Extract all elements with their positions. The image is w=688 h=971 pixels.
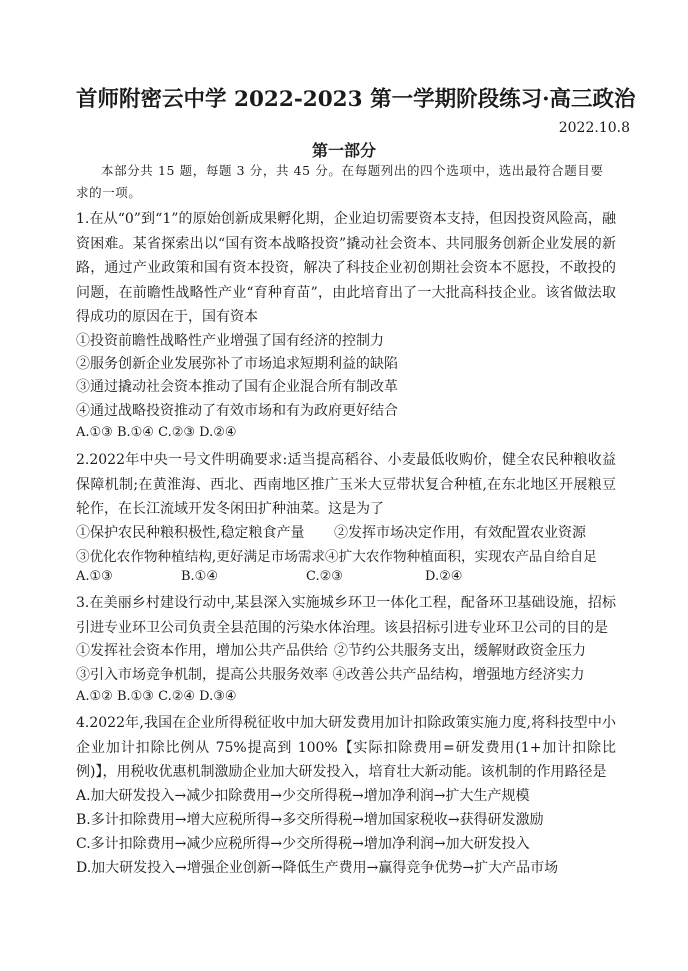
question-2-stem: 2.2022年中央一号文件明确要求:适当提高稻谷、小麦最低收购价，健全农民种粮收益保障机制;在黄淮海、西北、西南地区推广玉米大豆带状复合种植,在东北地区开展粮豆轮作，在长江流域开发冬闲田扩种油菜。这是为了 <box>76 452 616 517</box>
question-1-item-3: ③通过撬动社会资本推动了国有企业混合所有制改革 <box>76 379 398 395</box>
section-heading: 第一部分 <box>311 141 376 160</box>
question-2-item-1: ①保护农民种粮积极性,稳定粮食产量 <box>76 525 305 541</box>
question-2-item-row-2: ③优化农作物种植结构,更好满足市场需求④扩大农作物种植面积，实现农产品自给自足 <box>76 549 597 565</box>
question-1-options: A.①③ B.①④ C.②③ D.②④ <box>76 425 237 440</box>
question-4-option-c: C.多计扣除费用→减少应税所得→少交所得税→增加净利润→加大研发投入 <box>76 836 530 852</box>
question-4-option-b: B.多计扣除费用→增大应税所得→多交所得税→增加国家税收→获得研发激励 <box>76 812 544 828</box>
question-1-stem: 1.在从“0”到“1”的原始创新成果孵化期，企业迫切需要资本支持，但因投资风险高，融资困难。某省探索出以“国有资本战略投资”撬动社会资本、共同服务创新企业发展的新路，通过产业政策和国有资本投资，解决了科技企业初创期社会资本不愿投，不敢投的问题，在前瞻性战略性产业“育种育苗”，由此培育出了一大批高科技企业。该省做法取得成功的原因在于，国有资本 <box>76 211 616 325</box>
question-4-stem: 4.2022年,我国在企业所得税征收中加大研发费用加计扣除政策实施力度,将科技型中小企业加计扣除比例从 75%提高到 100%【实际扣除费用=研发费用(1+加计扣除比例)】，用税收优惠机制激励企业加大研发投入，培育壮大新动能。该机制的作用路径是 <box>76 715 616 780</box>
document-date: 2022.10.8 <box>558 120 630 136</box>
question-2-option-a: A.①③ <box>76 569 113 584</box>
question-4-option-a: A.加大研发投入→减少扣除费用→少交所得税→增加净利润→扩大生产规模 <box>76 788 530 804</box>
question-3-item-1: ①发挥社会资本作用，增加公共产品供给 <box>76 643 328 659</box>
question-2-option-b: B.①④ <box>181 569 218 584</box>
question-1-item-4: ④通过战略投资推动了有效市场和有为政府更好结合 <box>76 403 398 419</box>
document-title: 首师附密云中学 2022-2023 第一学期阶段练习·高三政治 <box>76 87 636 112</box>
question-2-option-d: D.②④ <box>425 569 463 584</box>
question-4-option-d: D.加大研发投入→增强企业创新→降低生产费用→赢得竞争优势→扩大产品市场 <box>76 860 559 876</box>
question-2-item-2: ②发挥市场决定作用，有效配置农业资源 <box>334 525 586 541</box>
question-1-item-2: ②服务创新企业发展弥补了市场追求短期利益的缺陷 <box>76 356 398 372</box>
question-3-item-row-2: ③引入市场竞争机制，提高公共服务效率 ④改善公共产品结构，增强地方经济实力 <box>76 667 585 683</box>
instructions: 本部分共 15 题，每题 3 分，共 45 分。在每题列出的四个选项中，选出最符合题目要求的一项。 <box>76 163 604 200</box>
question-1-item-1: ①投资前瞻性战略性产业增强了国有经济的控制力 <box>76 333 384 349</box>
question-3-item-2: ②节约公共服务支出，缓解财政资金压力 <box>334 643 586 659</box>
question-3-options: A.①② B.①③ C.②④ D.③④ <box>76 689 237 704</box>
question-3-stem: 3.在美丽乡村建设行动中,某县深入实施城乡环卫一体化工程，配备环卫基础设施，招标引进专业环卫公司负责全县范围的污染水体治理。该县招标引进专业环卫公司的目的是 <box>76 595 616 636</box>
question-2-option-c: C.②③ <box>306 569 343 584</box>
